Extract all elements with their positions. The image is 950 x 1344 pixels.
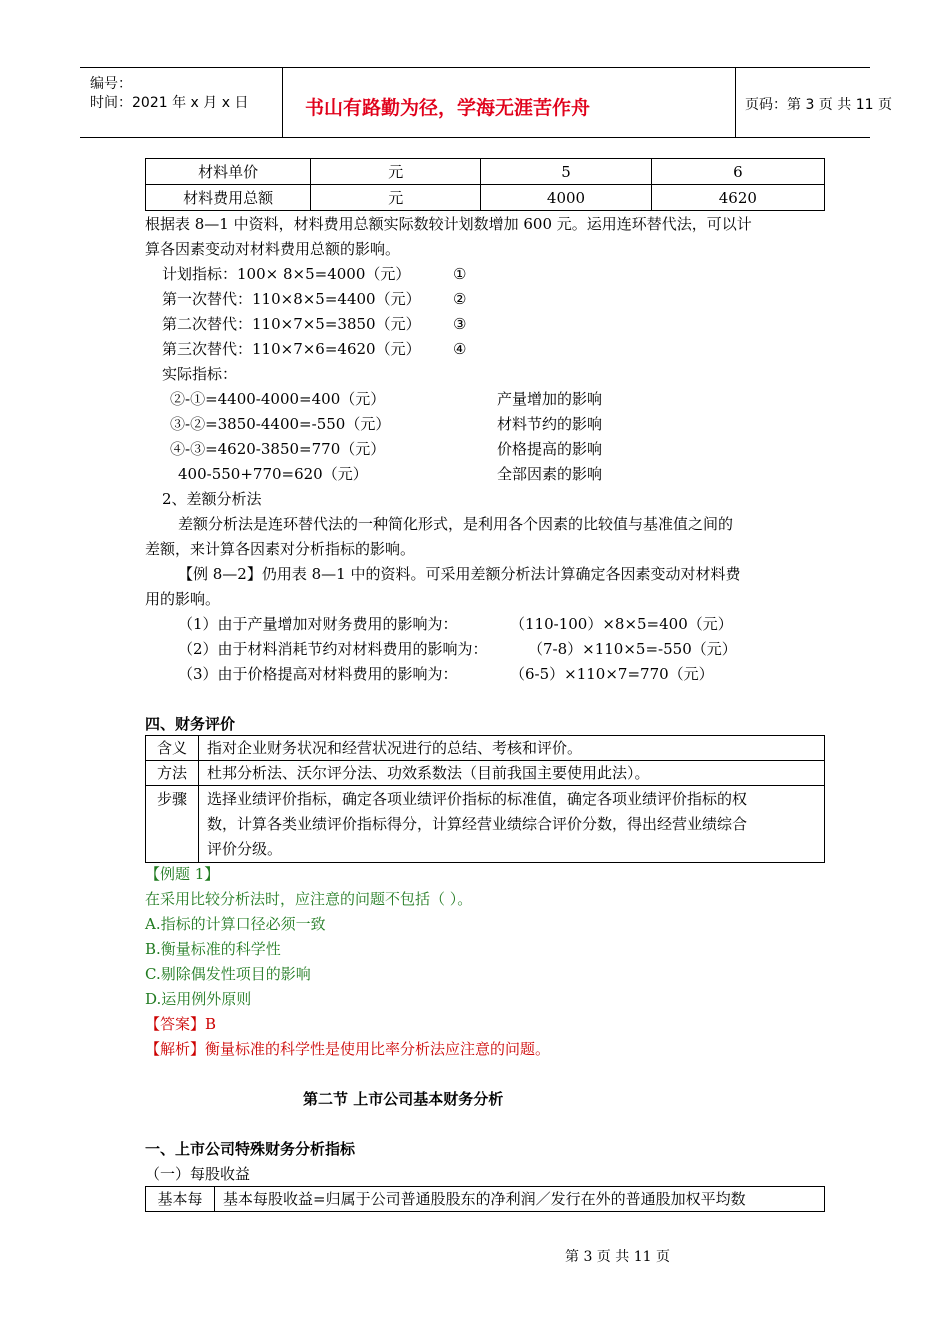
intro-line-1: 根据表 8—1 中资料，材料费用总额实际数较计划数增加 600 元。运用连环替代法，可以计 [145,215,752,233]
evaluation-line: 数，计算各类业绩评价指标得分，计算经营业绩综合评价分数，得出经营业绩综合 [207,815,748,833]
header-meta [80,68,282,137]
eps-label: 基本每 [146,1187,215,1212]
evaluation-line: 选择业绩评价指标，确定各项业绩评价指标的标准值，确定各项业绩评价指标的权 [207,790,748,808]
diff-formula: （7-8）×110×5=-550（元） [528,640,737,658]
diff-para-line-2: 差额，来计算各因素对分析指标的影响。 [145,540,416,558]
effect-label: 全部因素的影响 [497,465,603,483]
evaluation-table [145,735,825,863]
diff-formula: （6-5）×110×7=770（元） [510,665,714,683]
page-footer: 第 3 页 共 11 页 [565,1249,670,1265]
evaluation-text: 指对企业财务状况和经营状况进行的总结、考核和评价。 [199,736,825,761]
analysis: 【解析】衡量标准的科学性是使用比率分析法应注意的问题。 [145,1040,551,1058]
table-cell: 元 [311,185,481,211]
effect-calc: ④-③=4620-3850=770（元） [170,440,386,458]
effect-label: 价格提高的影响 [497,440,603,458]
header-motto: 书山有路勤为径，学海无涯苦作舟 [305,97,591,119]
diff-para-line-1: 差额分析法是连环替代法的一种简化形式，是利用各个因素的比较值与基准值之间的 [178,515,734,533]
table-row [146,786,825,863]
substitution-mark: ③ [453,315,467,333]
table-cell: 6 [651,159,824,185]
example-question: 在采用比较分析法时，应注意的问题不包括（ ）。 [145,890,473,908]
table-cell: 5 [481,159,651,185]
page-header [80,67,892,138]
table-row [146,159,825,185]
substitution-mark: ① [453,265,467,283]
actual-label: 实际指标： [162,365,238,383]
substitution-mark: ② [453,290,467,308]
header-date: 时间：2021 年 x 月 x 日 [90,95,249,111]
example-8-2-line-2: 用的影响。 [145,590,221,608]
example-title: 【例题 1】 [145,865,220,883]
answer: 【答案】B [145,1015,217,1033]
option-c: C.剔除偶发性项目的影响 [145,965,311,983]
table-cell: 4000 [481,185,651,211]
material-table [145,158,825,211]
table-row [146,1187,825,1212]
substitution-step: 计划指标：100× 8×5=4000（元） [162,265,411,283]
header-page-cell [735,68,892,137]
table-row [146,736,825,761]
header-page: 页码：第 3 页 共 11 页 [745,97,892,113]
example-8-2-line-1: 【例 8—2】仍用表 8—1 中的资料。可采用差额分析法计算确定各因素变动对材料费 [178,565,741,583]
table-cell: 材料费用总额 [146,185,311,211]
effect-calc: ②-①=4400-4000=400（元） [170,390,386,408]
diff-item: （3）由于价格提高对材料费用的影响为： [178,665,458,683]
substitution-step: 第三次替代：110×7×6=4620（元） [162,340,421,358]
eps-table [145,1186,825,1212]
table-cell: 材料单价 [146,159,311,185]
substitution-step: 第二次替代：110×7×5=3850（元） [162,315,421,333]
section-sub1: （一）每股收益 [145,1165,251,1183]
diff-formula: （110-100）×8×5=400（元） [510,615,733,633]
eps-formula: 基本每股收益=归属于公司普通股股东的净利润／发行在外的普通股加权平均数 [215,1187,825,1212]
effect-calc: 400-550+770=620（元） [178,465,368,483]
table-cell: 4620 [651,185,824,211]
section-title: 第二节 上市公司基本财务分析 [303,1090,504,1108]
header-motto-cell [282,68,736,137]
evaluation-label: 方法 [146,761,199,786]
evaluation-heading: 四、财务评价 [145,715,236,733]
table-row [146,185,825,211]
substitution-mark: ④ [453,340,467,358]
diff-heading: 2、差额分析法 [162,490,262,508]
option-d: D.运用例外原则 [145,990,252,1008]
evaluation-text: 杜邦分析法、沃尔评分法、功效系数法（目前我国主要使用此法）。 [199,761,825,786]
effect-calc: ③-②=3850-4400=-550（元） [170,415,391,433]
intro-line-2: 算各因素变动对材料费用总额的影响。 [145,240,401,258]
substitution-step: 第一次替代：110×8×5=4400（元） [162,290,421,308]
effect-label: 材料节约的影响 [497,415,603,433]
effect-label: 产量增加的影响 [497,390,603,408]
header-number: 编号： [90,76,132,92]
table-cell: 元 [311,159,481,185]
table-row [146,761,825,786]
evaluation-text-multiline [199,786,825,863]
diff-item: （2）由于材料消耗节约对材料费用的影响为： [178,640,488,658]
evaluation-line: 评价分级。 [207,840,283,858]
evaluation-label: 步骤 [146,786,199,863]
option-b: B.衡量标准的科学性 [145,940,281,958]
diff-item: （1）由于产量增加对财务费用的影响为： [178,615,458,633]
option-a: A.指标的计算口径必须一致 [145,915,326,933]
evaluation-label: 含义 [146,736,199,761]
section-subheading: 一、上市公司特殊财务分析指标 [145,1140,356,1158]
